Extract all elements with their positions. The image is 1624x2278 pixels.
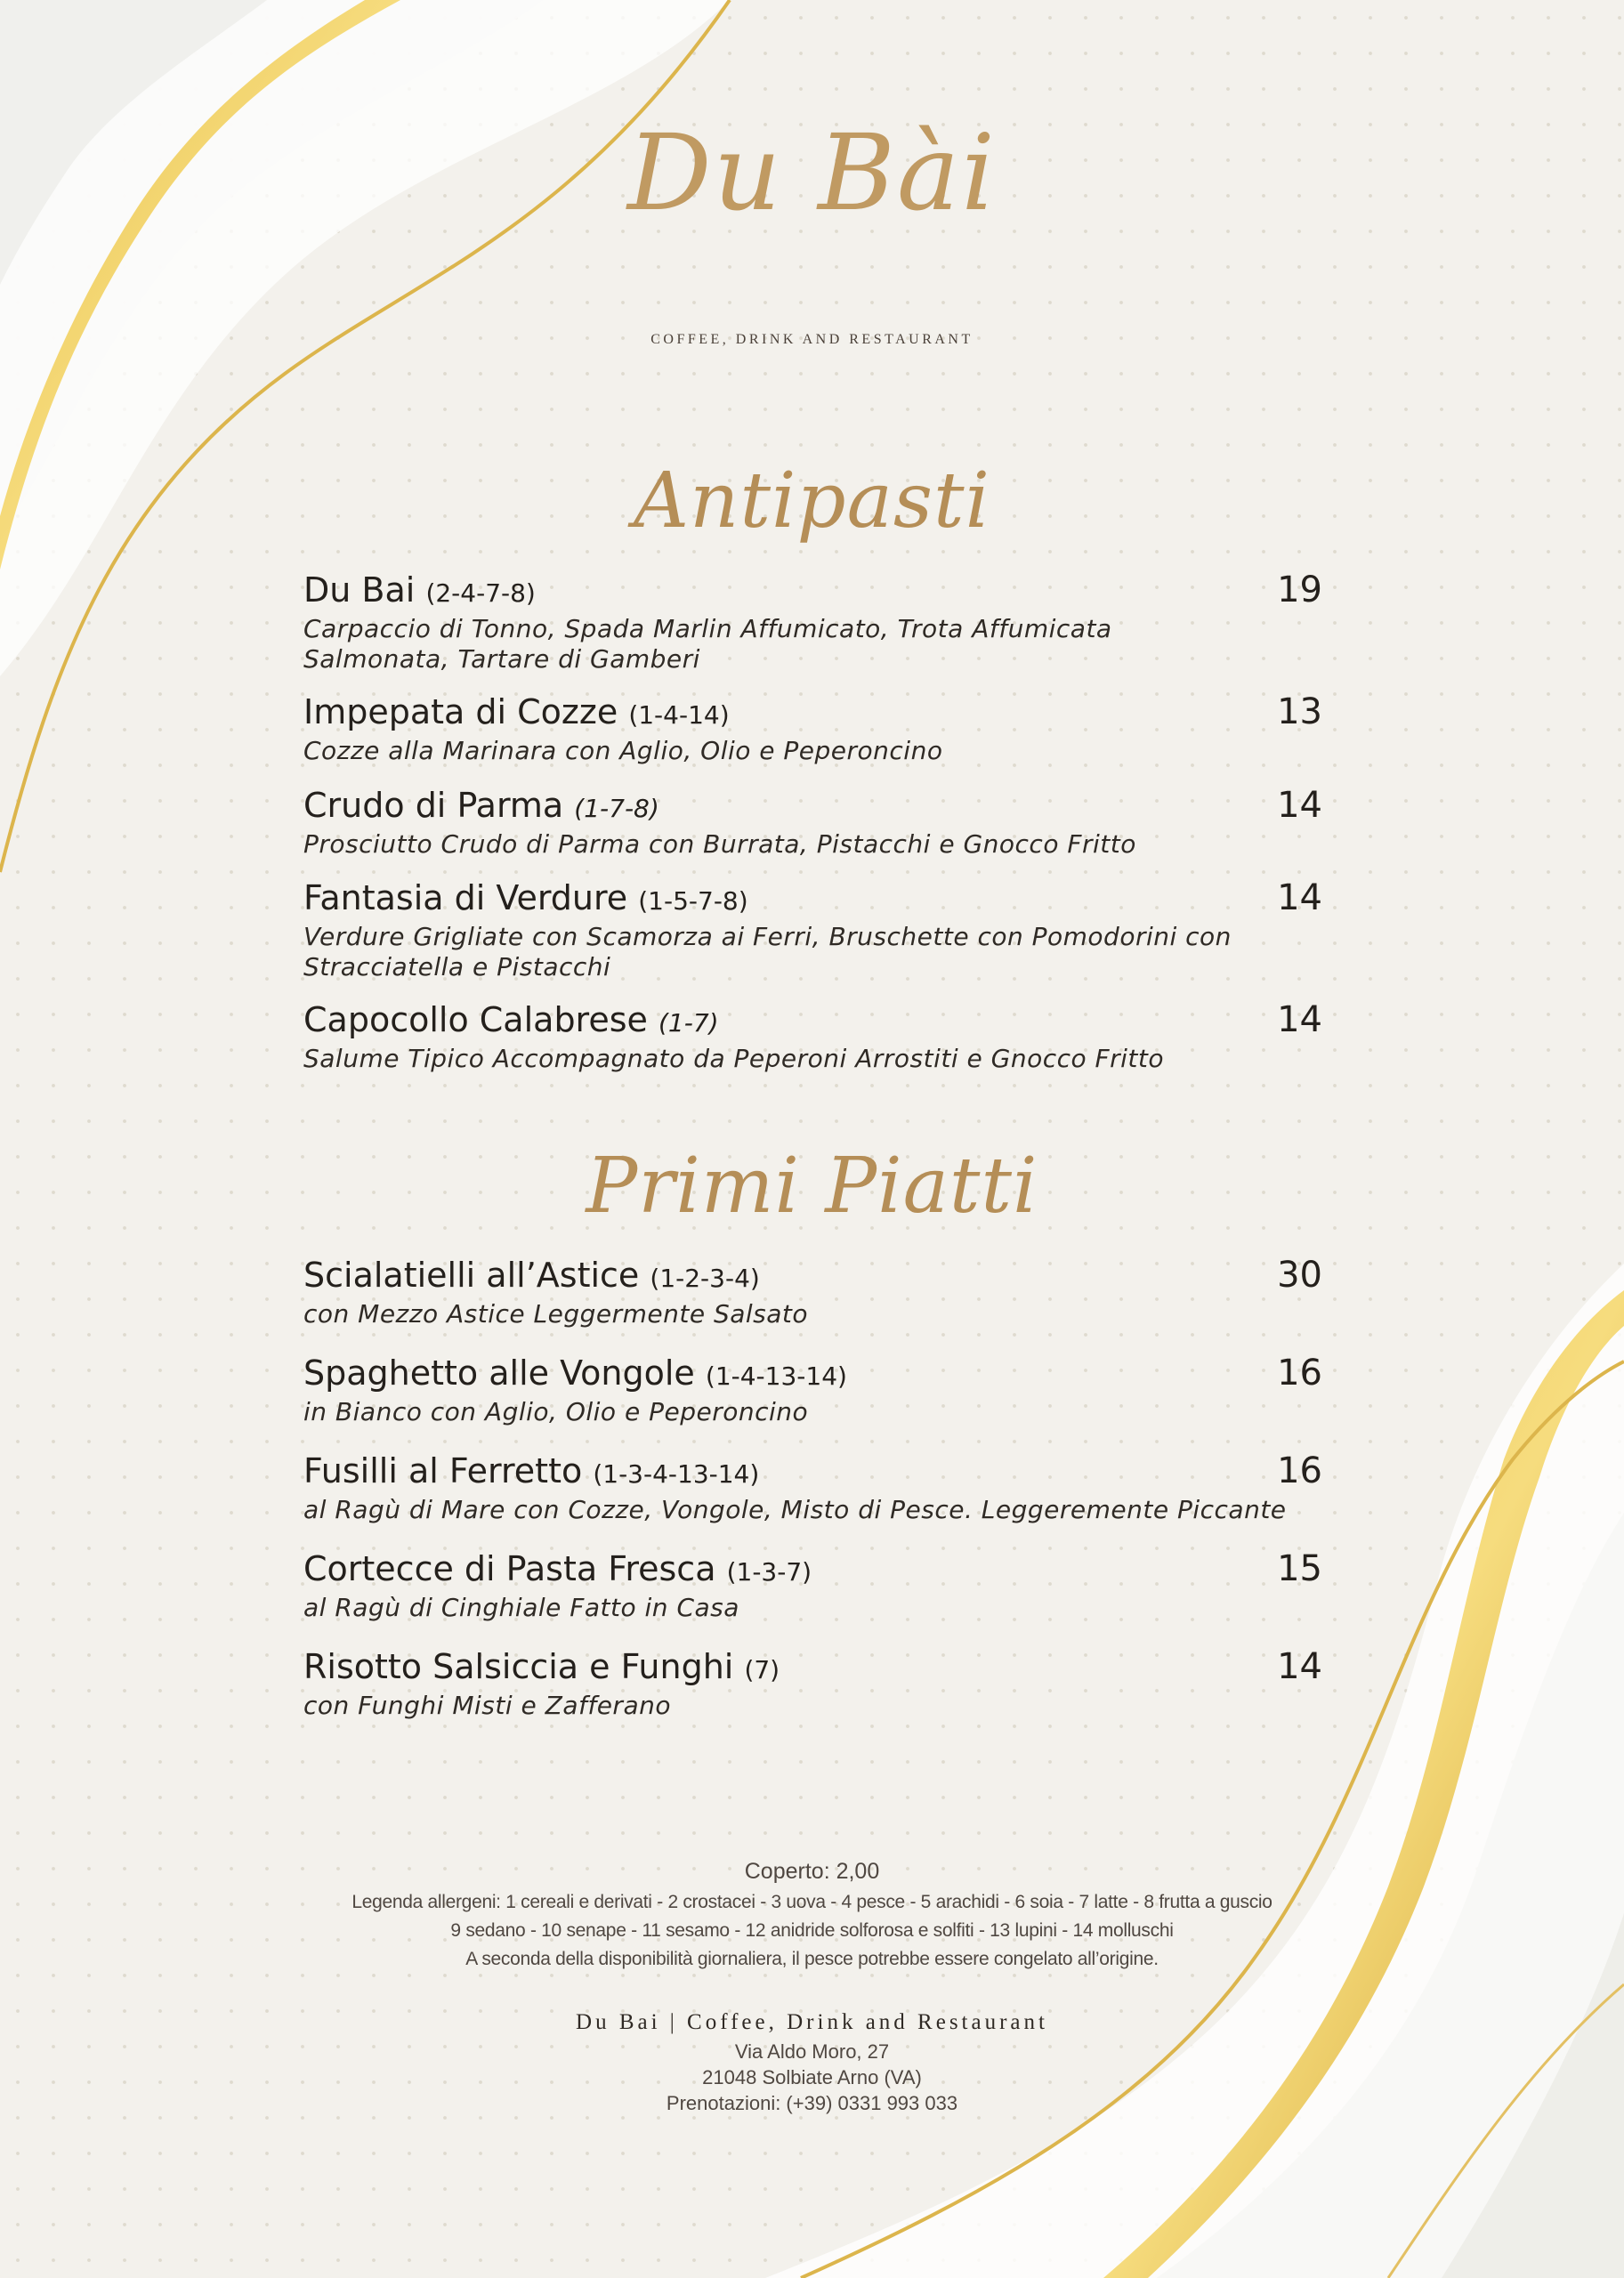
restaurant-tagline: COFFEE, DRINK AND RESTAURANT <box>650 332 974 347</box>
dish-price: 15 <box>1277 1548 1322 1589</box>
address-city: 21048 Solbiate Arno (VA) <box>702 2066 922 2088</box>
menu-item <box>303 1646 1322 1721</box>
dish-description: Stracciatella e Pistacchi <box>303 952 611 981</box>
address-street: Via Aldo Moro, 27 <box>734 2040 890 2063</box>
dish-description: al Ragù di Cinghiale Fatto in Casa <box>303 1593 739 1622</box>
menu-item <box>303 785 1322 860</box>
restaurant-logo: Du Bài <box>627 111 997 234</box>
dish-name: Capocollo Calabrese <box>303 1000 648 1039</box>
dish-price: 14 <box>1277 999 1322 1040</box>
dish-price: 16 <box>1277 1353 1322 1393</box>
dish-description: Cozze alla Marinara con Aglio, Olio e Peperoncino <box>303 736 943 765</box>
menu-item <box>303 877 1322 982</box>
dish-name: Scialatielli all’Astice <box>303 1256 640 1295</box>
dish-description: Prosciutto Crudo di Parma con Burrata, Pistacchi e Gnocco Fritto <box>303 829 1136 859</box>
dish-price: 16 <box>1277 1450 1322 1491</box>
dish-description: Carpaccio di Tonno, Spada Marlin Affumicato, Trota Affumicata <box>303 614 1112 643</box>
dish-allergens: (2-4-7-8) <box>425 578 536 608</box>
menu-item <box>303 570 1322 675</box>
frozen-fish-notice: A seconda della disponibilità giornaliera, il pesce potrebbe essere congelato all’origine. <box>465 1949 1159 1969</box>
dish-allergens: (1-3-7) <box>726 1557 812 1587</box>
menu-item <box>303 691 1322 766</box>
dish-price: 14 <box>1277 1646 1322 1687</box>
dish-description: al Ragù di Mare con Cozze, Vongole, Misto di Pesce. Leggeremente Piccante <box>303 1495 1287 1524</box>
dish-allergens: (1-7) <box>658 1008 719 1038</box>
allergen-legend-line: Legenda allergeni: 1 cereali e derivati - 2 crostacei - 3 uova - 4 pesce - 5 arachidi - 6 soia - 7 latte - 8 frutta a guscio <box>351 1892 1273 1912</box>
dish-description: Salume Tipico Accompagnato da Peperoni Arrostiti e Gnocco Fritto <box>303 1044 1165 1073</box>
dish-allergens: (1-7-8) <box>574 794 659 823</box>
dish-name: Cortecce di Pasta Fresca <box>303 1549 716 1588</box>
cover-charge: Coperto: 2,00 <box>744 1859 880 1884</box>
dish-allergens: (7) <box>744 1655 780 1684</box>
allergen-legend-line: 9 sedano - 10 senape - 11 sesamo - 12 anidride solforosa e solfiti - 13 lupini - 14 molluschi <box>450 1920 1174 1941</box>
dish-description: Verdure Grigliate con Scamorza ai Ferri, Bruschette con Pomodorini con <box>303 922 1232 951</box>
dish-price: 13 <box>1277 691 1322 732</box>
dish-price: 19 <box>1277 570 1322 610</box>
dish-name: Impepata di Cozze <box>303 692 618 731</box>
footer-brand: Du Bai | Coffee, Drink and Restaurant <box>576 2010 1048 2034</box>
menu-item <box>303 999 1322 1074</box>
section-title-antipasti: Antipasti <box>633 456 991 545</box>
dish-allergens: (1-5-7-8) <box>638 886 748 916</box>
dish-description: con Funghi Misti e Zafferano <box>303 1691 671 1720</box>
dish-allergens: (1-2-3-4) <box>650 1264 760 1293</box>
dish-allergens: (1-4-14) <box>628 700 730 730</box>
dish-price: 14 <box>1277 785 1322 826</box>
dish-description: Salmonata, Tartare di Gamberi <box>303 644 700 674</box>
dish-name: Risotto Salsiccia e Funghi <box>303 1647 734 1686</box>
dish-price: 14 <box>1277 877 1322 918</box>
dish-allergens: (1-4-13-14) <box>705 1361 847 1391</box>
dish-price: 30 <box>1277 1255 1322 1296</box>
dish-name: Fantasia di Verdure <box>303 878 628 917</box>
menu-item <box>303 1255 1322 1329</box>
dish-name: Crudo di Parma <box>303 786 564 825</box>
dish-name: Fusilli al Ferretto <box>303 1451 583 1490</box>
dish-description: in Bianco con Aglio, Olio e Peperoncino <box>303 1397 809 1426</box>
section-title-primi-piatti: Primi Piatti <box>586 1142 1038 1231</box>
dish-name: Spaghetto alle Vongole <box>303 1353 695 1393</box>
dish-name: Du Bai <box>303 570 416 610</box>
menu-item <box>303 1450 1322 1525</box>
reservation-phone: Prenotazioni: (+39) 0331 993 033 <box>666 2092 958 2114</box>
dish-description: con Mezzo Astice Leggermente Salsato <box>303 1299 809 1329</box>
menu-item <box>303 1353 1322 1427</box>
menu-item <box>303 1548 1322 1623</box>
dish-allergens: (1-3-4-13-14) <box>593 1459 760 1489</box>
